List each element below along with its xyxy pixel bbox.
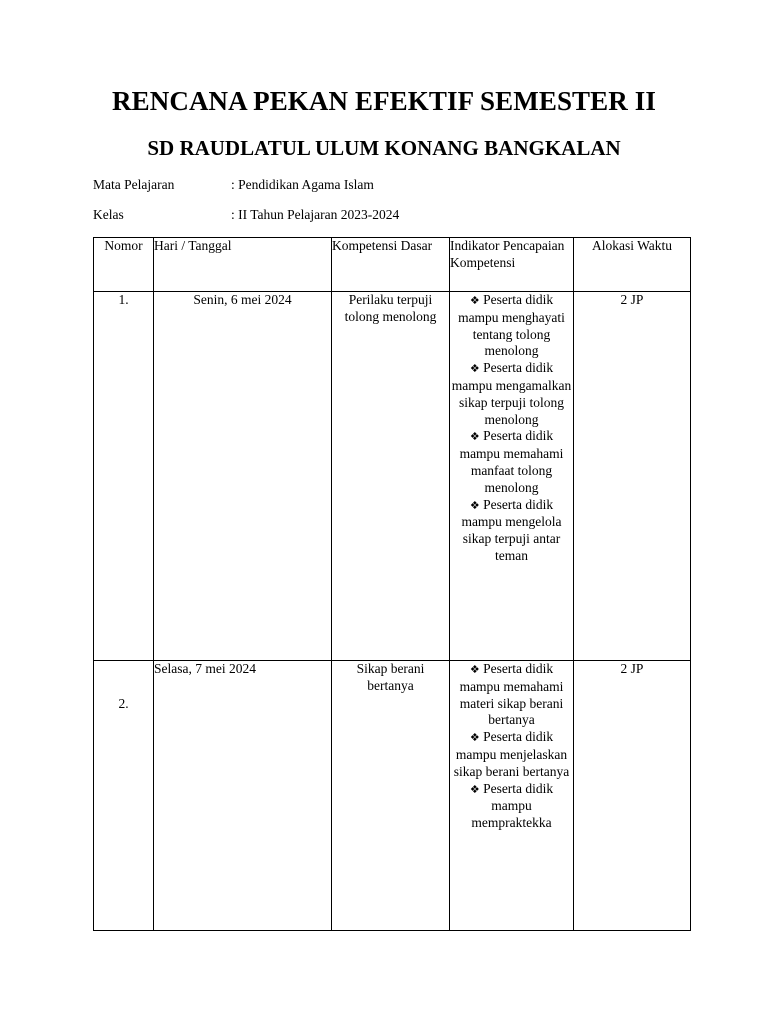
row-indikator — [450, 661, 574, 931]
school-name: SD RAUDLATUL ULUM KONANG BANGKALAN — [147, 136, 621, 160]
indikator-item: ❖ Peserta didik mampu menjelaskan sikap berani bertanya — [453, 729, 570, 779]
indikator-item: ❖ Peserta didik mampu mempraktekka — [469, 780, 554, 831]
header-indikator: Indikator Pencapaian Kompetensi — [450, 238, 574, 292]
diamond-bullet-icon: ❖ — [469, 663, 480, 676]
subject-value: : Pendidikan Agama Islam — [231, 177, 374, 192]
class-line — [93, 207, 399, 223]
header-hari-tanggal: Hari / Tanggal — [154, 238, 332, 292]
row-date: Senin, 6 mei 2024 — [154, 292, 332, 661]
header-nomor: Nomor — [94, 238, 154, 292]
table-header-row — [94, 238, 691, 292]
effective-week-table — [93, 237, 691, 931]
diamond-bullet-icon: ❖ — [469, 498, 480, 512]
indikator-item: ❖ Peserta didik mampu memahami materi sikap berani bertanya — [459, 661, 564, 728]
diamond-bullet-icon: ❖ — [469, 430, 480, 444]
row-indikator — [450, 292, 574, 661]
row-alokasi: 2 JP — [574, 292, 691, 661]
diamond-bullet-icon: ❖ — [469, 294, 480, 307]
class-label: Kelas — [93, 207, 124, 222]
row-number: 1. — [94, 292, 154, 661]
indikator-item: ❖ Peserta didik mampu menghayati tentang tolong menolong — [458, 292, 565, 359]
row-number: 2. — [94, 661, 154, 931]
row-kompetensi: Perilaku terpuji tolong menolong — [332, 292, 450, 661]
subject-line — [93, 177, 374, 193]
document-title: RENCANA PEKAN EFEKTIF SEMESTER II — [112, 86, 656, 116]
indikator-item: ❖ Peserta didik mampu mengelola sikap terpuji antar teman — [461, 496, 562, 563]
indikator-item: ❖ Peserta didik mampu mengamalkan sikap terpuji tolong menolong — [451, 360, 572, 427]
diamond-bullet-icon: ❖ — [469, 782, 480, 796]
header-alokasi-waktu: Alokasi Waktu — [574, 238, 691, 292]
row-alokasi: 2 JP — [574, 661, 691, 931]
header-kompetensi-dasar: Kompetensi Dasar — [332, 238, 450, 292]
class-value: : II Tahun Pelajaran 2023-2024 — [231, 207, 400, 222]
indikator-item: ❖ Peserta didik mampu memahami manfaat tolong menolong — [459, 428, 564, 495]
diamond-bullet-icon: ❖ — [469, 731, 480, 745]
subject-label: Mata Pelajaran — [93, 177, 175, 192]
table-row — [94, 661, 691, 931]
row-date: Selasa, 7 mei 2024 — [154, 661, 332, 931]
table-row — [94, 292, 691, 661]
diamond-bullet-icon: ❖ — [469, 362, 480, 376]
row-kompetensi: Sikap berani bertanya — [332, 661, 450, 931]
